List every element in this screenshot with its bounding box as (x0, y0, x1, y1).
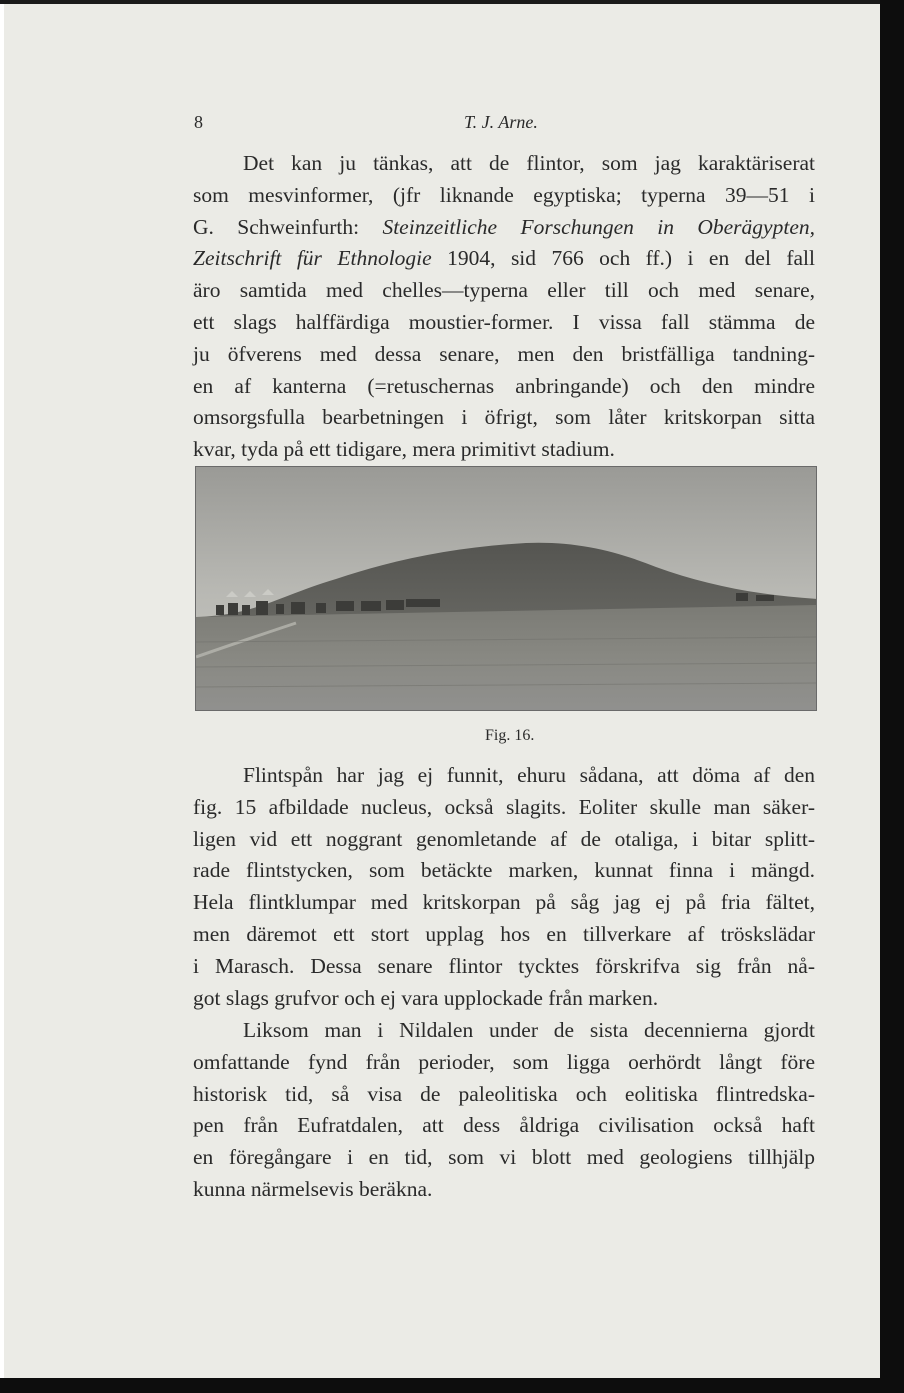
paragraph-3 (193, 1015, 815, 1206)
paragraph-line: kvar, tyda på ett tidigare, mera primitivt stadium. (193, 437, 615, 462)
running-title: T. J. Arne. (464, 112, 538, 132)
paragraph-line: ligen vid ett noggrant genomletande af de otaliga, i bitar splitt- (193, 826, 815, 851)
paragraph-line: G. Schweinfurth: Steinzeitliche Forschungen in Oberägypten, (193, 214, 815, 239)
page-number: 8 (194, 112, 203, 132)
paragraph-line: rade flintstycken, som betäckte marken, kunnat finna i mängd. (193, 858, 815, 883)
paragraph-line: Det kan ju tänkas, att de flintor, som jag karaktäriserat (243, 151, 815, 175)
paragraph-line: historisk tid, så visa de paleolitiska och eolitiska flintredska- (193, 1081, 815, 1106)
scan-edge-top (0, 0, 880, 4)
paragraph-line: i Marasch. Dessa senare flintor tycktes förskrifva sig från nå- (193, 953, 815, 978)
paragraph-line: äro samtida med chelles—typerna eller till och med senare, (193, 278, 815, 303)
paragraph-line: omsorgsfulla bearbetningen i öfrigt, som låter kritskorpan sitta (193, 405, 815, 430)
scan-edge-bottom (0, 1378, 904, 1393)
paragraph-2 (193, 760, 815, 1014)
paragraph-line: en föregångare i en tid, som vi blott med geologiens tillhjälp (193, 1145, 815, 1170)
paragraph-line: omfattande fynd från perioder, som ligga oerhördt långt före (193, 1049, 815, 1074)
hill-landscape-photo (196, 467, 817, 711)
running-header (194, 112, 814, 136)
italic-title: Zeitschrift für Ethnologie (193, 246, 432, 271)
paragraph-line: Zeitschrift für Ethnologie 1904, sid 766 och ff.) i en del fall (193, 246, 815, 271)
paragraph-line: men däremot ett stort upplag hos en tillverkare af tröskslädar (193, 921, 815, 946)
paragraph-1 (193, 148, 815, 466)
paragraph-line: got slags grufvor och ej vara upplockade från marken. (193, 985, 659, 1010)
paragraph-line: ju öfverens med dessa senare, men den bristfälliga tandning- (193, 341, 815, 366)
paragraph-line: Flintspån har jag ej funnit, ehuru sådana, att döma af den (243, 763, 815, 787)
paragraph-line: pen från Eufratdalen, att dess åldriga civilisation också haft (193, 1113, 815, 1138)
paragraph-line: ett slags halffärdiga moustier-former. I vissa fall stämma de (193, 309, 815, 334)
paragraph-line: en af kanterna (=retuschernas anbringande) och den mindre (193, 373, 815, 398)
paragraph-line: som mesvinformer, (jfr liknande egyptiska; typerna 39—51 i (193, 182, 815, 207)
paragraph-line: kunna närmelsevis beräkna. (193, 1176, 433, 1201)
paragraph-line: fig. 15 afbildade nucleus, också slagits. Eoliter skulle man säker- (193, 794, 815, 819)
paragraph-line: Liksom man i Nildalen under de sista decennierna gjordt (243, 1018, 815, 1042)
scan-edge-right (880, 0, 904, 1393)
italic-title: Steinzeitliche Forschungen in Oberägypten, (382, 214, 815, 239)
figure-caption: Fig. 16. (485, 727, 535, 744)
paragraph-line: Hela flintklumpar med kritskorpan på såg jag ej på fria fältet, (193, 890, 815, 915)
figure-photograph-hill (195, 466, 817, 711)
